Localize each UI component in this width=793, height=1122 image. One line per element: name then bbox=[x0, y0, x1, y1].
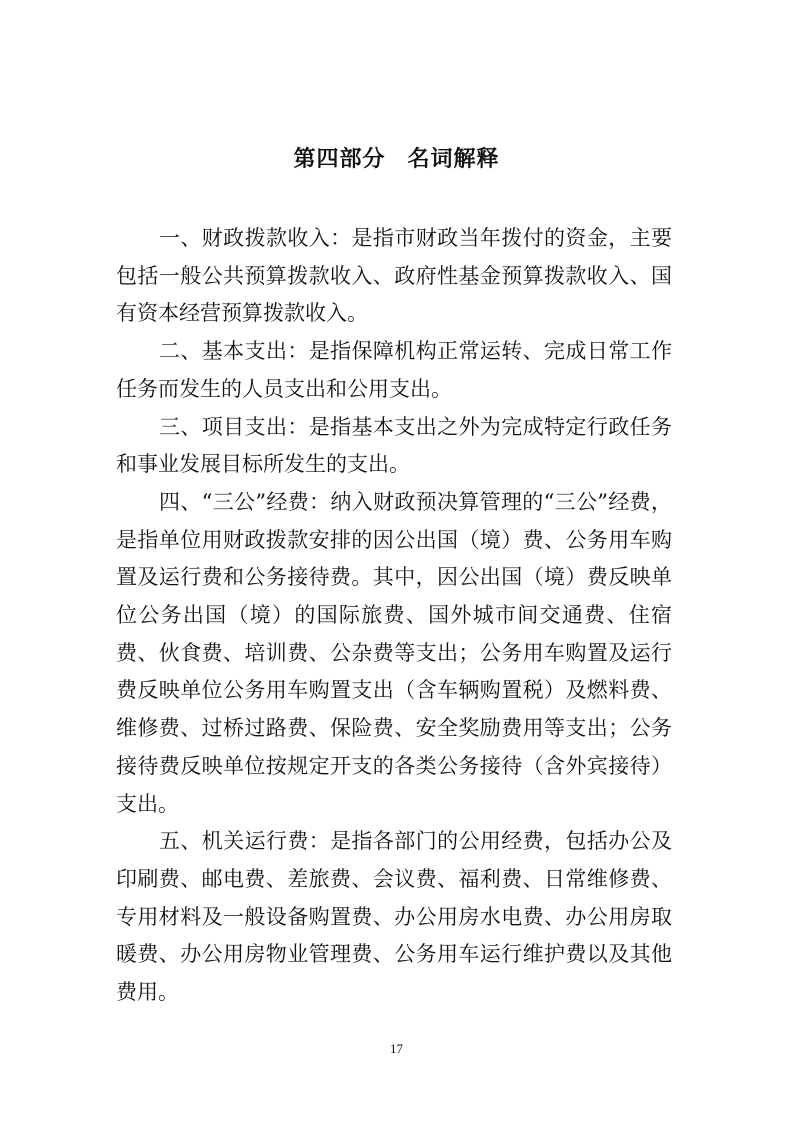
title-name: 名词解释 bbox=[407, 147, 500, 172]
paragraph-project-expenditure: 三、项目支出：是指基本支出之外为完成特定行政任务和事业发展目标所发生的支出。 bbox=[116, 414, 672, 477]
paragraph-basic-expenditure: 二、基本支出：是指保障机构正常运转、完成日常工作任务而发生的人员支出和公用支出。 bbox=[116, 339, 672, 401]
title-part: 第四部分 bbox=[293, 147, 386, 172]
page-title bbox=[0, 145, 793, 175]
body-text bbox=[116, 220, 672, 1012]
paragraph-fiscal-appropriation-income: 一、财政拨款收入：是指市财政当年拨付的资金，主要包括一般公共预算拨款收入、政府性基金预算拨款收入、国有资本经营预算拨款收入。 bbox=[116, 226, 672, 326]
paragraph-agency-operating-expenses: 五、机关运行费：是指各部门的公用经费，包括办公及印刷费、邮电费、差旅费、会议费、福利费、日常维修费、专用材料及一般设备购置费、办公用房水电费、办公用房取暖费、办公用房物业管理费、公务用车运行维护费以及其他费用。 bbox=[116, 829, 672, 1005]
paragraph-three-public-expenses: 四、“三公”经费：纳入财政预决算管理的“三公”经费，是指单位用财政拨款安排的因公出国（境）费、公务用车购置及运行费和公务接待费。其中，因公出国（境）费反映单位公务出国（境）的国际旅费、国外城市间交通费、住宿费、伙食费、培训费、公杂费等支出；公务用车购置及运行费反映单位公务用车购置支出（含车辆购置税）及燃料费、维修费、过桥过路费、保险费、安全奖励费用等支出；公务接待费反映单位按规定开支的各类公务接待（含外宾接待）支出。 bbox=[116, 489, 672, 816]
page-number: 17 bbox=[390, 1041, 403, 1056]
